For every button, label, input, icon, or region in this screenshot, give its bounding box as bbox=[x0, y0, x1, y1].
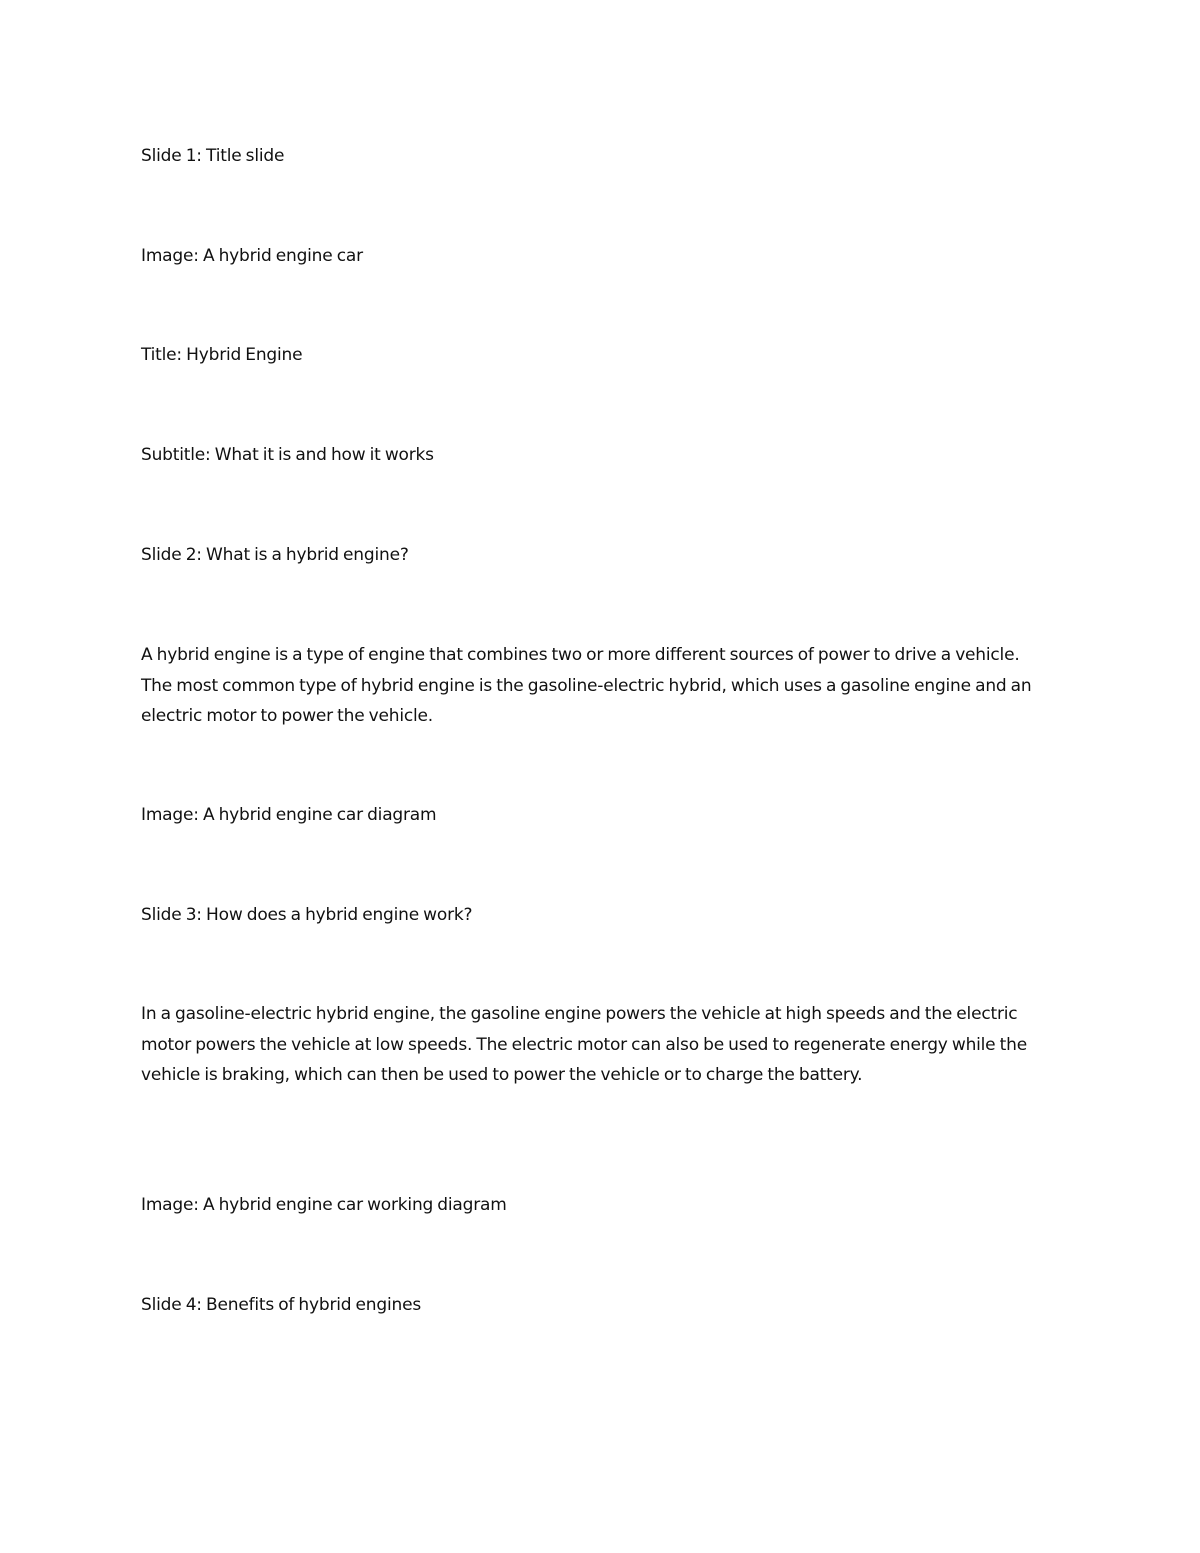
slide-3-heading: Slide 3: How does a hybrid engine work? bbox=[141, 905, 473, 925]
slide-3-image-caption: Image: A hybrid engine car working diagram bbox=[141, 1195, 507, 1215]
slide-4-heading: Slide 4: Benefits of hybrid engines bbox=[141, 1295, 421, 1315]
slide-2-body: A hybrid engine is a type of engine that combines two or more different sources of power to drive a vehicle. The most common type of hybrid engine is the gasoline-electric hybrid, which uses a gasoline engine and an electric motor to power the vehicle. bbox=[141, 645, 1032, 726]
slide-1-heading: Slide 1: Title slide bbox=[141, 146, 285, 166]
slide-2-image-caption: Image: A hybrid engine car diagram bbox=[141, 805, 437, 825]
slide-3-body: In a gasoline-electric hybrid engine, the gasoline engine powers the vehicle at high speeds and the electric motor powers the vehicle at low speeds. The electric motor can also be used to regenerate energy while the vehicle is braking, which can then be used to power the vehicle or to charge the battery. bbox=[141, 1004, 1027, 1085]
slide-1-image-caption: Image: A hybrid engine car bbox=[141, 246, 363, 266]
slide-1-subtitle-line: Subtitle: What it is and how it works bbox=[141, 445, 434, 465]
slide-1-title-line: Title: Hybrid Engine bbox=[141, 345, 303, 365]
slide-2-heading: Slide 2: What is a hybrid engine? bbox=[141, 545, 409, 565]
